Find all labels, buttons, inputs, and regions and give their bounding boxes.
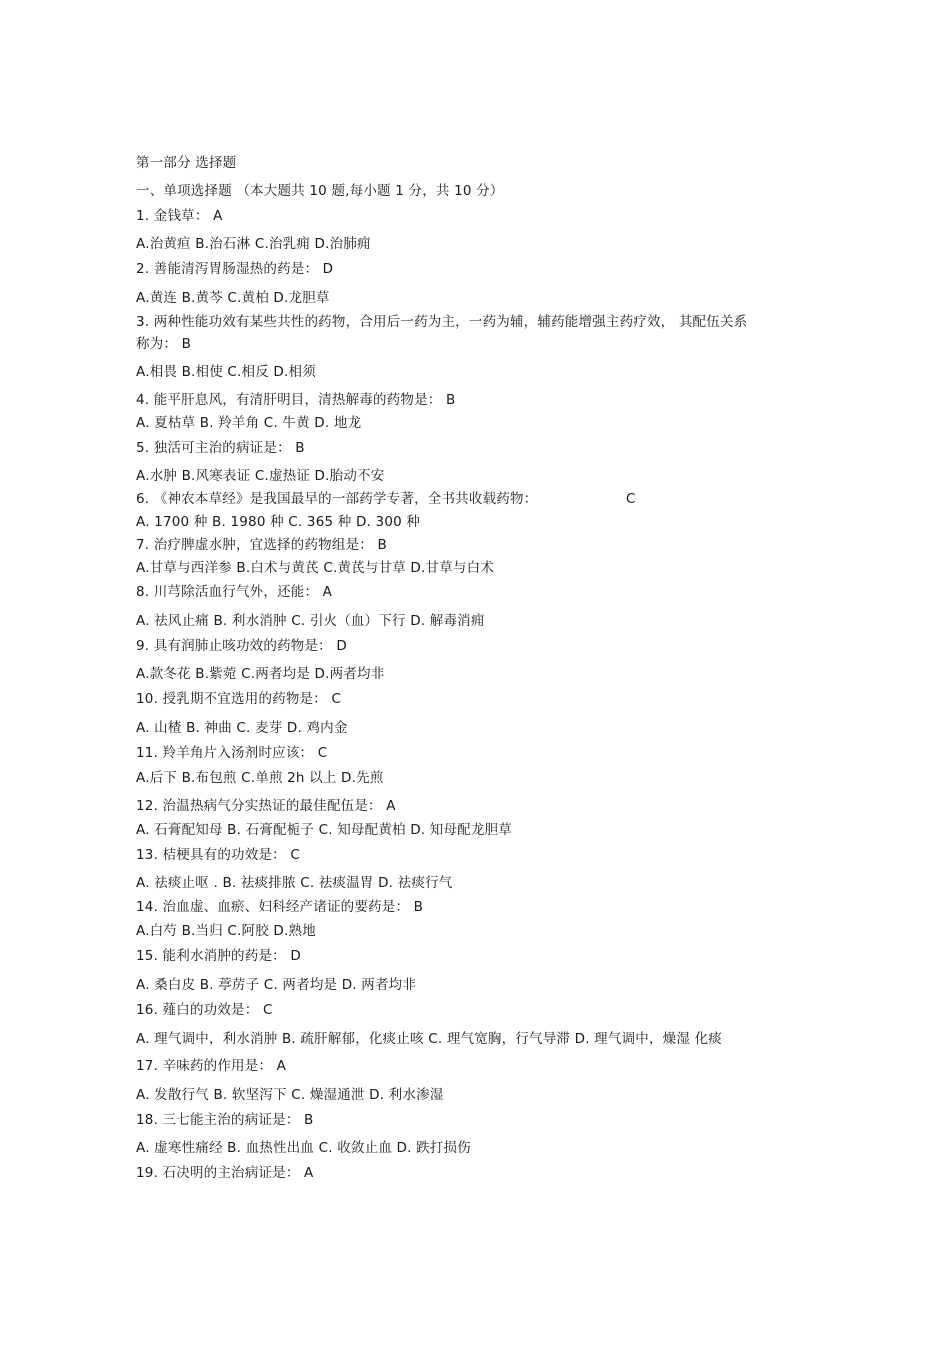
question-6-answer: C bbox=[626, 491, 636, 507]
question-7: 7. 治疗脾虚水肿，宜选择的药物组是： B bbox=[136, 537, 387, 553]
options-10: A. 山楂 B. 神曲 C. 麦芽 D. 鸡内金 bbox=[136, 720, 348, 736]
part-title: 第一部分 选择题 bbox=[136, 155, 237, 171]
options-3: A.相畏 B.相使 C.相反 D.相须 bbox=[136, 364, 316, 380]
question-13: 13. 桔梗具有的功效是： C bbox=[136, 847, 300, 863]
question-14: 14. 治血虚、血瘀、妇科经产诸证的要药是： B bbox=[136, 899, 424, 915]
options-9: A.款冬花 B.紫菀 C.两者均是 D.两者均非 bbox=[136, 666, 385, 682]
options-11: A.后下 B.布包煎 C.单煎 2h 以上 D.先煎 bbox=[136, 770, 384, 786]
question-3-cont: 称为： B bbox=[136, 336, 192, 352]
question-19: 19. 石决明的主治病证是： A bbox=[136, 1165, 314, 1181]
question-4: 4. 能平肝息风，有清肝明目，清热解毒的药物是： B bbox=[136, 392, 456, 408]
section-title: 一、单项选择题 （本大题共 10 题,每小题 1 分，共 10 分） bbox=[136, 183, 504, 199]
options-6: A. 1700 种 B. 1980 种 C. 365 种 D. 300 种 bbox=[136, 514, 421, 530]
question-8: 8. 川芎除活血行气外，还能： A bbox=[136, 584, 333, 600]
question-15: 15. 能利水消肿的药是： D bbox=[136, 948, 301, 964]
question-9: 9. 具有润肺止咳功效的药物是： D bbox=[136, 638, 347, 654]
question-1: 1. 金钱草： A bbox=[136, 208, 223, 224]
question-17: 17. 辛味药的作用是： A bbox=[136, 1058, 287, 1074]
options-2: A.黄连 B.黄芩 C.黄柏 D.龙胆草 bbox=[136, 290, 330, 306]
options-16: A. 理气调中，利水消肿 B. 疏肝解郁，化痰止咳 C. 理气宽胸，行气导滞 D. 理气调中，燥湿 化痰 bbox=[136, 1031, 722, 1047]
question-10: 10. 授乳期不宜选用的药物是： C bbox=[136, 691, 342, 707]
question-6 bbox=[136, 490, 636, 508]
question-16: 16. 薤白的功效是： C bbox=[136, 1002, 273, 1018]
options-5: A.水肿 B.风寒表证 C.虚热证 D.胎动不安 bbox=[136, 468, 385, 484]
question-2: 2. 善能清泻胃肠湿热的药是： D bbox=[136, 261, 334, 277]
options-12: A. 石膏配知母 B. 石膏配栀子 C. 知母配黄柏 D. 知母配龙胆草 bbox=[136, 822, 512, 838]
options-4: A. 夏枯草 B. 羚羊角 C. 牛黄 D. 地龙 bbox=[136, 415, 362, 431]
options-14: A.白芍 B.当归 C.阿胶 D.熟地 bbox=[136, 923, 316, 939]
options-7: A.甘草与西洋参 B.白术与黄芪 C.黄芪与甘草 D.甘草与白术 bbox=[136, 560, 495, 576]
question-6-text: 6. 《神农本草经》是我国最早的一部药学专著，全书共收载药物： bbox=[136, 491, 538, 507]
question-5: 5. 独活可主治的病证是： B bbox=[136, 440, 305, 456]
question-11: 11. 羚羊角片入汤剂时应该： C bbox=[136, 745, 328, 761]
options-17: A. 发散行气 B. 软坚泻下 C. 燥湿通泄 D. 利水渗湿 bbox=[136, 1087, 444, 1103]
options-8: A. 祛风止痛 B. 利水消肿 C. 引火（血）下行 D. 解毒消痈 bbox=[136, 613, 485, 629]
options-1: A.治黄疸 B.治石淋 C.治乳痈 D.治肺痈 bbox=[136, 236, 371, 252]
question-3: 3. 两种性能功效有某些共性的药物，合用后一药为主，一药为辅，辅药能增强主药疗效， 其配伍关系 bbox=[136, 314, 748, 330]
options-15: A. 桑白皮 B. 葶苈子 C. 两者均是 D. 两者均非 bbox=[136, 977, 417, 993]
options-13: A. 祛痰止呕 . B. 祛痰排脓 C. 祛痰温胃 D. 祛痰行气 bbox=[136, 875, 453, 891]
question-12: 12. 治温热病气分实热证的最佳配伍是： A bbox=[136, 798, 396, 814]
question-18: 18. 三七能主治的病证是： B bbox=[136, 1112, 314, 1128]
options-18: A. 虚寒性痛经 B. 血热性出血 C. 收敛止血 D. 跌打损伤 bbox=[136, 1140, 471, 1156]
